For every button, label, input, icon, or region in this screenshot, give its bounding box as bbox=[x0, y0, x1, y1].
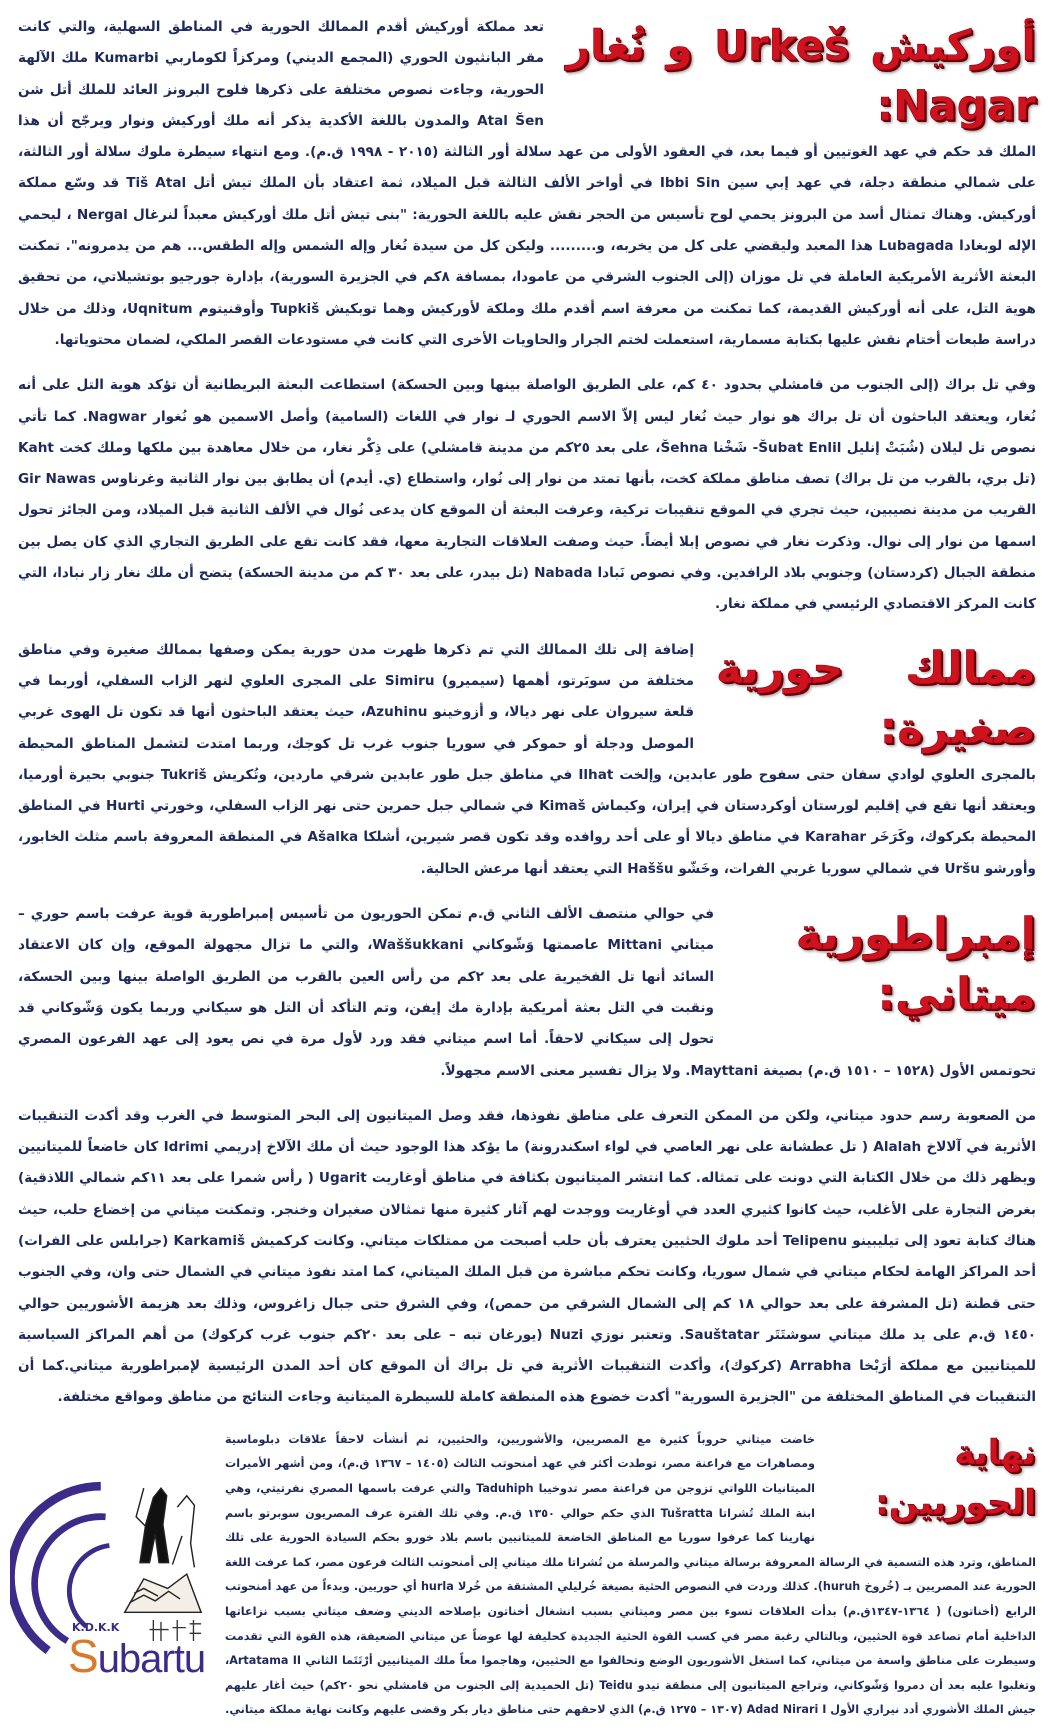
section-paragraph: من الصعوبة رسم حدود ميتاني، ولكن من الممكن التعرف على مناطق نفوذها، فقد وصل الميتانيون إلى البحر المتوسط في الغرب وقد أكدت التنقيبات الأثرية في آلالاخ Alalah ( تل عطشانة على نهر العاصي في لواء اسكندرونة) ما يؤكد هذا الوجود حيث أن ملك الآلاخ إدريمي Idrimi كان خاضعاً للميتانيين ويظهر ذلك من خلال الكتابة التي دونت على تمثاله. كما انتشر الميتانيون بكثافة في مناطق أوغاريت Ugarit ( رأس شمرا على بعد ١١كم شمالي اللاذقية) بغرض التجارة على الأغلب، حيث كانوا كثيري العدد في أوغاريت ووجدت لهم آثار كثيرة منها تمثالان صغيران وخنجر. وتمكنت ميتاني من إخضاع حلب، حيث هناك كتابة تعود إلى تيليبينو Telipenu أحد ملوك الحثيين يعترف بأن حلب أصبحت من ممتلكات ميتاني. وكانت كركميش Karkamiš (جرابلس على الفرات) أحد المراكز الهامة لحكام ميتاني في شمال سوريا، وكانت تحكم مباشرة من قبل الملك الميتاني، كما امتد نفوذ ميتاني في الشمال حتى وان، وفي الجنوب حتى قطنة (تل المشرفة على بعد حوالي ١٨ كم إلى الشمال الشرقي من حمص)، وفي الشرق حتى جبال زاغروس، وذلك بعد هزيمة الأشوريين حوالي ١٤٥٠ ق.م على يد ملك ميتاني سوشتَتَر Sauštatar. وتعتبر نوزي Nuzi (يورغان تبه – على بعد ٢٠كم جنوب غرب كركوك) من أهم المراكز السياسية للميتانيين مع مملكة أرَبْخا Arrabha (كركوك)، وأكدت التنقيبات الأثرية في تل براك أن الموقع كان أحد المدن الرئيسية لإمبراطورية ميتاني.كما أن التنقيبات في المناطق المختلفة من "الجزيرة السورية" أكدت خضوع هذه المنطقة كاملة للسيطرة الميتانية وجاءت النتائج من مناطق ومواقع مختلفة. bbox=[18, 1107, 1037, 1406]
section-heading: إمبراطورية ميتاني: bbox=[795, 909, 1036, 1021]
section-paragraph: تعد مملكة أوركيش أقدم الممالك الحورية في المناطق السهلية، والتي كانت مقر البانثيون الحوري (المجمع الديني) ومركزاً لكوماربي Kumarbi ملك الآلهة الحورية، وجاءت نصوص مختلفة على ذكرها فلوح البرونز العائد للملك أتل شن Atal Šen والمدون باللغة الأكدية يذكر أنه ملك أوركيش ونوار ويرجّح أن هذا الملك قد حكم في عهد الغوتيين أو فيما بعد، في العقود الأولى من عهد سلالة أور الثالثة (٢٠١٥ - ١٩٩٨ ق.م). ومع انتهاء سيطرة ملوك سلالة أور الثالثة، على شمالي منطقة دجلة، في عهد إبي سين Ibbi Sin في أواخر الألف الثالثة قبل الميلاد، ثمة اعتقاد بأن الملك تيش أتل Tiš Atal قد وسّع مملكة أوركيش. وهناك تمثال أسد من البرونز يحمي لوح تأسيس من الحجر نقش عليه باللغة الحورية: "بنى تيش أتل ملك أوركيش معبداً لنرغال Nergal ، ليحمي الإله لوبغادا Lubagada هذا المعبد وليقضي على كل من يخربه، و......... وليكن كل من سيدة نُغار وإله الشمس وإله الطقس... هم من يدمرونه". تمكنت البعثة الأثرية الأمريكية العاملة في تل موزان (إلى الجنوب الشرقي من عامودا، بمسافة ٨كم في الجزيرة السورية)، بإدارة جورجيو بوتشيلاتي، من تحقيق هوية التل، على أنه أوركيش القديمة، كما تمكنت من معرفة اسم أقدم ملك وملكة لأوركيش وهما توبكيش Tupkiš وأوقنيتوم Uqnitum، وذلك من خلال دراسة طبعات أختام نقش عليها بكتابة مسمارية، استعملت لختم الجرار والحاويات الأخرى التي كانت في مستودعات القصر الملكي، لضمان محتوياتها. bbox=[18, 19, 1037, 348]
section-tell-brak bbox=[18, 370, 1036, 620]
logo-name-rest: ubartu bbox=[97, 1636, 206, 1681]
section-paragraph: إضافة إلى تلك الممالك التي تم ذكرها ظهرت مدن حورية يمكن وصفها بممالك صغيرة وفي مناطق مختلفة من سوبَرتو، أهمها (سيميرو) Simiru على المجرى العلوي لنهر الزاب السفلي، أوربما في قلعة سيروان على نهر ديالا، و أزوخينو Azuhinu، حيث يعتقد الباحثون أنها قد تكون تل الهوى غربي الموصل ودجلة أو حموكر في سوريا جنوب غرب تل كوجك، وربما امتدت لتشمل المناطق المحيطة بالمجرى العلوي لوادي سفان حتى سفوح طور عابدين، وإلخت Ilhat في مناطق جبل طور عابدين شرقي ماردين، وتُكريش Tukriš جنوبي بحيرة أورميا، ويعتقد أنها تقع في إقليم لورستان أوكردستان في إيران، وكيماش Kimaš في شمالي جبل حمرين حتى نهر الزاب السفلي، وخورتي Hurti في المناطق المحيطة بكركوك، وكَرَخَر Karahar في مناطق ديالا أو على أحد روافده وقد تكون قصر شيرين، أشلكا Ašalka في المنطقة المعروفة باسم مثلث الخابور، وأورشو Uršu في شمالي سوريا غربي الفرات، وخَشّو Haššu التي يعتقد أنها مرعش الحالية. bbox=[18, 641, 1036, 877]
section-heading: أوركيش Urkeš و نُغار Nagar: bbox=[566, 21, 1037, 130]
section-paragraph: خاضت ميتاني حروباً كثيرة مع المصريين، والأشوريين، والحثيين، ثم أنشأت لاحقاً علاقات دبلوماسية ومصاهرات مع فراعنة مصر، توطدت أكثر في عهد أمنحوتب الثالث (١٤٠٥ – ١٣٦٧ ق.م)، ومن أشهر الأميرات الميتانيات اللواتي تزوجن من فراعنة مصر تدوخيبا Taduhiph والتي عرفت باسمها المصري نفرتيتي، وهي ابنة الملك تُشراتا Tušratta الذي حكم حوالي ١٣٥٠ ق.م. وفي تلك الفترة عرف المصريون سوبرتو باسم نهارينا كما عرفوا سوريا مع المناطق الخاضعة للميتانيين باسم بلاد خورو بحكم السيادة الحورية على تلك المناطق، وترد هذه التسمية في الرسالة المعروفة برسالة ميتاني والمرسلة من تُشراتا ملك ميتاني إلى أمنحوتب الثالث فرعون مصر، كما عرفت اللغة الحورية عند المصريين بـ (خُروخ huruh). كذلك وردت في النصوص الحثية بصيغة خُرليلي المشتقة من خُرلا hurla أي حوريين. وبدءاً من عهد أمنحوتب الرابع (أخناتون) ( ١٣٦٤-١٣٤٧ق.م) بدأت العلاقات تسوء بين مصر وميتاني بسبب انشغال أخناتون بإصلاحه الديني وضعف ميتاني بسبب نزاعاتها الداخلية أمام تصاعد قوة الحثيين، وبالتالي رغبة مصر في كسب القوة الحثية الجديدة كحليفة لها عوضاً عن ميتاني الضعيفة، هذه القوة التي تقدمت وسيطرت على مناطق واسعة من ميتاني، كما استغل الأشوريون الوضع وتحالفوا مع الحثيين، وهاجموا معاً ملك الميتانيين أرْتَتَما الثاني Artatama II، وتغلبوا عليه بعد أن دمروا وَشّوكاني، وتراجع الميتانيون إلى منطقة تيدو Teidu (تل الحميدية إلى الجنوب من قامشلي نحو ٢٠كم) حيث أغار عليهم جيش الملك الأشوري أدد نيراري الأول Adad Nirari I (١٣٠٧ – ١٢٧٥ ق.م) الذي لاحقهم حتى مناطق ديار بكر وقضى عليهم وكانت نهاية مملكة ميتاني. bbox=[225, 1432, 1036, 1717]
logo-name bbox=[68, 1629, 206, 1682]
section-urkesh-nagar bbox=[18, 12, 1036, 356]
section-mittani-empire bbox=[18, 899, 1036, 1087]
section-heading: نهاية الحوريين: bbox=[875, 1432, 1036, 1523]
subartu-logo bbox=[10, 1474, 225, 1682]
section-end-of-hurrians bbox=[18, 1428, 1036, 1723]
section-mittani-borders bbox=[18, 1101, 1036, 1414]
section-heading: ممالك حورية صغيرة: bbox=[716, 642, 1036, 754]
section-paragraph: وفي تل براك (إلى الجنوب من قامشلي بحدود ٤٠ كم، على الطريق الواصلة بينها وبين الحسكة) استطاعت البعثة البريطانية أن تؤكد هوية التل على أنه نُغار، ويعتقد الباحثون أن تل براك هو نوار حيث نُغار ليس إلاّ الاسم الحوري لـ نوار في اللغات (السامية) وأصل الاسمين هو نُغوار Nagwar. كما تأتي نصوص تل ليلان (شُبَتْ إنليل Šubat Enlil- شَخْنا Šehna، على بعد ٢٥كم من مدينة قامشلي) على ذِكْر نغار، من خلال معاهدة بين ملكها وملك كخت Kaht (تل بري، بالقرب من تل براك) تصف مناطق مملكة كخت، بأنها تمتد من نوار إلى نُوار، واستطاع (ي. أيدم) أن يطابق بين نوار الثانية وغرناوس Gir Nawas القريب من مدينة نصيبين، حيث تجري في الموقع تنقيبات تركية، وعرفت البعثة أن الموقع كان يدعى نُوال في الألف الثانية قبل الميلاد، ومن الجائز تحول اسمها من نوار إلى نوال. وذكرت نغار في نصوص إبلا أيضاً. حيث وصفت العلاقات التجارية معها، فقد كانت تقع على الطريق التجاري الذي كان يصل بين منطقة الجبال (كردستان) وجنوبي بلاد الرافدين. وفي نصوص نَبادا Nabada (تل بيدر، على بعد ٣٠ كم من مدينة الحسكة) يتضح أن ملك نغار زار نبادا، التي كانت المركز الاقتصادي الرئيسي في مملكة نغار. bbox=[18, 377, 1037, 613]
logo-initials: K.D.K.K bbox=[72, 1620, 120, 1634]
section-small-hurrian-kingdoms bbox=[18, 635, 1036, 885]
section-paragraph: في حوالي منتصف الألف الثاني ق.م تمكن الحوريون من تأسيس إمبراطورية قوية عرفت باسم حوري – ميتاني Mittani عاصمتها وَشّوكاني Waššukkani، والتي ما تزال مجهولة الموقع، وإن كان الاعتقاد السائد أنها تل الفخيرية على بعد ٢كم من رأس العين بالقرب من الطريق الواصلة بينها وبين الحسكة، ونقبت في التل بعثة أمريكية بإدارة مك إيفن، وتم التأكد أن التل هو سيكاني وربما يكون وَشّوكاني قد تحول إلى سيكاني لاحقاً. أما اسم ميتاني فقد ورد لأول مرة في نص يعود إلى عهد الفرعون المصري تحوتمس الأول (١٥٢٨ – ١٥١٠ ق.م) بصيغة Mayttani. ولا يزال تفسير معنى الاسم مجهولاً. bbox=[18, 906, 1036, 1079]
logo-name-first-letter: S bbox=[68, 1629, 98, 1682]
